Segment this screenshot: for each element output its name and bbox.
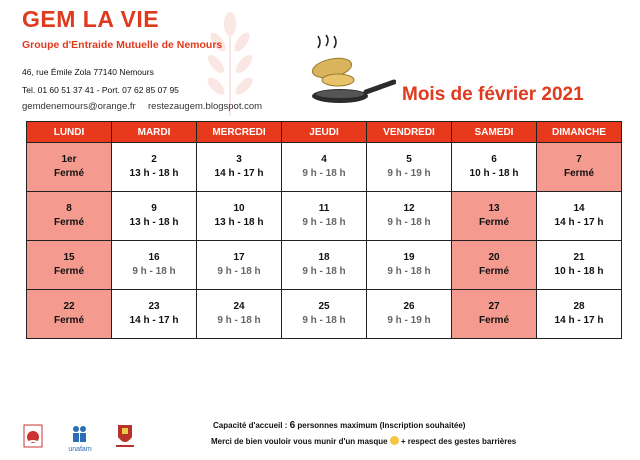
calendar-day-cell [112,290,197,339]
opening-hours: 9 h - 18 h [217,266,261,277]
day-number: 16 [148,252,160,263]
calendar-day-cell [282,241,367,290]
calendar-day-cell [367,290,452,339]
closed-label: Fermé [53,315,84,326]
day-header-mercredi: MERCREDI [197,122,282,143]
closed-label: Fermé [478,217,509,228]
day-number: 24 [233,301,245,312]
day-number: 7 [576,154,582,165]
blog-link[interactable]: restezaugem.blogspot.com [148,101,263,112]
opening-hours: 13 h - 18 h [129,168,179,179]
calendar-day-cell [452,241,537,290]
opening-hours: 14 h - 17 h [554,217,604,228]
calendar-day-cell [112,192,197,241]
closed-label: Fermé [53,168,84,179]
closed-label: Fermé [478,315,509,326]
day-number: 21 [573,252,585,263]
calendar-day-cell [282,143,367,192]
day-header-dimanche: DIMANCHE [537,122,622,143]
day-number: 14 [573,203,585,214]
opening-hours: 13 h - 18 h [129,217,179,228]
opening-hours: 14 h - 17 h [554,315,604,326]
address-text: 46, rue Émile Zola 77140 Nemours [22,67,154,77]
region-logo-icon [24,425,42,447]
smiley-emoji-icon [390,436,399,445]
calendar-day-cell [112,143,197,192]
organization-title: GEM LA VIE [22,6,160,32]
day-number: 1er [61,154,77,165]
crepe-pan-icon [296,34,396,114]
opening-hours: 9 h - 18 h [302,168,346,179]
day-header-lundi: LUNDI [27,122,112,143]
day-number: 8 [66,203,72,214]
calendar-day-cell [537,290,622,339]
opening-hours: 14 h - 17 h [214,168,264,179]
day-header-mardi: MARDI [112,122,197,143]
partner-logos [22,417,152,455]
month-title: Mois de février 2021 [402,84,584,105]
day-number: 13 [488,203,500,214]
day-number: 5 [406,154,412,165]
calendar-day-cell [452,143,537,192]
opening-hours: 9 h - 19 h [387,168,431,179]
calendar-day-cell [452,290,537,339]
opening-hours: 9 h - 18 h [302,315,346,326]
calendar-day-cell [27,290,112,339]
calendar-day-cell [112,241,197,290]
calendar-day-cell [367,241,452,290]
telephone-text: Tel. 01 60 51 37 41 - Port. 07 62 85 07 95 [22,85,179,95]
email-link[interactable]: gemdenemours@orange.fr [22,101,136,112]
calendar-day-cell [27,241,112,290]
opening-hours: 9 h - 18 h [302,217,346,228]
day-number: 12 [403,203,415,214]
day-number: 20 [488,252,500,263]
closed-label: Fermé [53,266,84,277]
day-number: 19 [403,252,415,263]
day-number: 2 [151,154,157,165]
mask-note: Merci de bien vouloir vous munir d'un masque + respect des gestes barrières [211,437,517,446]
calendar-week-row [27,290,622,339]
closed-label: Fermé [563,168,594,179]
calendar-day-cell [367,143,452,192]
day-header-jeudi: JEUDI [282,122,367,143]
opening-hours: 9 h - 18 h [217,315,261,326]
opening-hours: 10 h - 18 h [554,266,604,277]
calendar-day-cell [282,290,367,339]
day-number: 15 [63,252,75,263]
calendar-day-cell [197,143,282,192]
day-number: 9 [151,203,157,214]
closed-label: Fermé [53,217,84,228]
day-number: 6 [491,154,497,165]
city-crest-icon [116,425,134,447]
calendar-day-cell [452,192,537,241]
calendar-day-cell [197,241,282,290]
day-number: 18 [318,252,330,263]
calendar-day-cell [367,192,452,241]
calendar-day-cell [27,192,112,241]
calendar-day-cell [197,290,282,339]
calendar-week-row [27,192,622,241]
day-number: 27 [488,301,500,312]
day-number: 10 [233,203,245,214]
opening-hours: 13 h - 18 h [214,217,264,228]
organization-subtitle: Groupe d'Entraide Mutuelle de Nemours [22,39,223,51]
closed-label: Fermé [478,266,509,277]
day-header-vendredi: VENDREDI [367,122,452,143]
calendar-day-cell [282,192,367,241]
day-number: 26 [403,301,415,312]
calendar-day-cell [197,192,282,241]
day-number: 25 [318,301,330,312]
day-number: 23 [148,301,160,312]
calendar-day-cell [537,241,622,290]
day-number: 11 [318,203,330,214]
calendar-table [26,121,622,339]
calendar-day-cell [537,143,622,192]
calendar-week-row [27,241,622,290]
opening-hours: 9 h - 18 h [387,217,431,228]
day-number: 17 [233,252,245,263]
day-number: 22 [63,301,75,312]
unafam-logo-icon [68,426,92,453]
opening-hours: 9 h - 19 h [387,315,431,326]
day-number: 3 [236,154,242,165]
opening-hours: 9 h - 18 h [302,266,346,277]
calendar-week-row [27,143,622,192]
opening-hours: 14 h - 17 h [129,315,179,326]
day-number: 4 [321,154,327,165]
calendar-day-cell [537,192,622,241]
calendar-day-cell [27,143,112,192]
opening-hours: 9 h - 18 h [387,266,431,277]
unafam-logo-text: unafam [68,446,92,453]
day-number: 28 [573,301,585,312]
opening-hours: 10 h - 18 h [469,168,519,179]
opening-hours: 9 h - 18 h [132,266,176,277]
day-header-samedi: SAMEDI [452,122,537,143]
capacity-note: Capacité d'accueil : 6 personnes maximum (Inscription souhaitée) [213,420,466,431]
